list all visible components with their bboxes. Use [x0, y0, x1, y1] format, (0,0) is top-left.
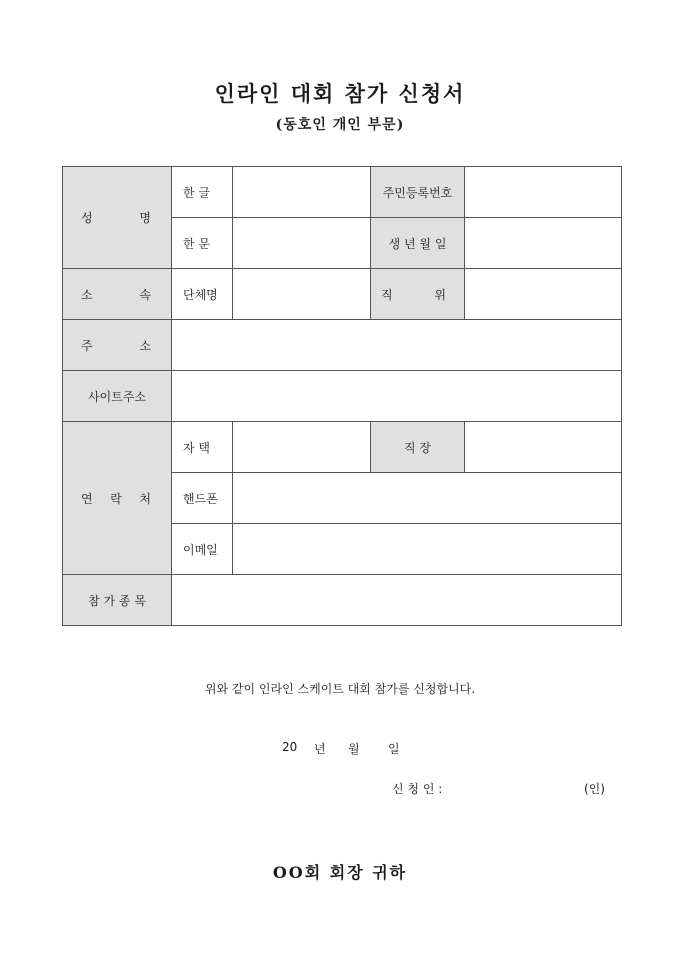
event-row	[63, 575, 622, 626]
site-address-row	[63, 371, 622, 422]
address-field[interactable]	[172, 320, 622, 371]
contact-label-char-1: 연	[81, 491, 93, 506]
contact-label-char-2: 락	[110, 491, 122, 506]
date-line	[282, 740, 400, 757]
affiliation-row	[63, 269, 622, 320]
home-phone-field[interactable]	[233, 422, 371, 473]
work-phone-label: 직 장	[371, 422, 465, 473]
hangul-name-field[interactable]	[233, 167, 371, 218]
position-label-char-2: 위	[434, 287, 446, 302]
affiliation-label-char-1: 소	[81, 287, 93, 302]
document-title: 인라인 대회 참가 신청서	[214, 81, 466, 106]
year-prefix: 20	[282, 740, 298, 754]
name-hangul-row	[63, 167, 622, 218]
name-label-char-2: 명	[139, 211, 151, 225]
position-field[interactable]	[465, 269, 622, 320]
affiliation-label-char-2: 속	[139, 287, 151, 302]
affiliation-label	[63, 269, 172, 320]
year-label: 년	[314, 742, 326, 756]
site-address-field[interactable]	[172, 371, 622, 422]
email-field[interactable]	[233, 524, 622, 575]
mobile-label: 핸드폰	[172, 473, 233, 524]
position-label-char-1: 직	[381, 287, 393, 302]
event-label: 참 가 종 목	[63, 575, 172, 626]
hangul-label: 한 글	[172, 167, 233, 218]
position-label	[371, 269, 465, 320]
hanja-label: 한 문	[172, 218, 233, 269]
address-label	[63, 320, 172, 371]
name-label	[63, 167, 172, 269]
mobile-field[interactable]	[233, 473, 622, 524]
rrn-label: 주민등록번호	[371, 167, 465, 218]
contact-label-char-3: 처	[139, 491, 151, 506]
seal-mark: (인)	[584, 782, 605, 796]
birthdate-label: 생 년 월 일	[371, 218, 465, 269]
day-label: 일	[388, 742, 400, 756]
address-label-char-2: 소	[139, 338, 151, 353]
contact-label	[63, 422, 172, 575]
team-name-field[interactable]	[233, 269, 371, 320]
team-name-label: 단체명	[172, 269, 233, 320]
application-statement: 위와 같이 인라인 스케이트 대회 참가를 신청합니다.	[204, 682, 476, 696]
birthdate-field[interactable]	[465, 218, 622, 269]
site-address-label: 사이트주소	[63, 371, 172, 422]
addressee: OO회 회장 귀하	[272, 863, 408, 882]
address-row	[63, 320, 622, 371]
hanja-name-field[interactable]	[233, 218, 371, 269]
applicant-label: 신 청 인 :	[392, 782, 443, 796]
home-phone-label: 자 택	[172, 422, 233, 473]
event-field[interactable]	[172, 575, 622, 626]
month-label: 월	[348, 742, 360, 756]
document-subtitle: (동호인 개인 부문)	[275, 117, 405, 133]
address-label-char-1: 주	[81, 338, 93, 353]
rrn-field[interactable]	[465, 167, 622, 218]
email-label: 이메일	[172, 524, 233, 575]
name-label-char-1: 성	[81, 211, 93, 225]
work-phone-field[interactable]	[465, 422, 622, 473]
contact-home-row	[63, 422, 622, 473]
application-form-table	[62, 166, 622, 626]
